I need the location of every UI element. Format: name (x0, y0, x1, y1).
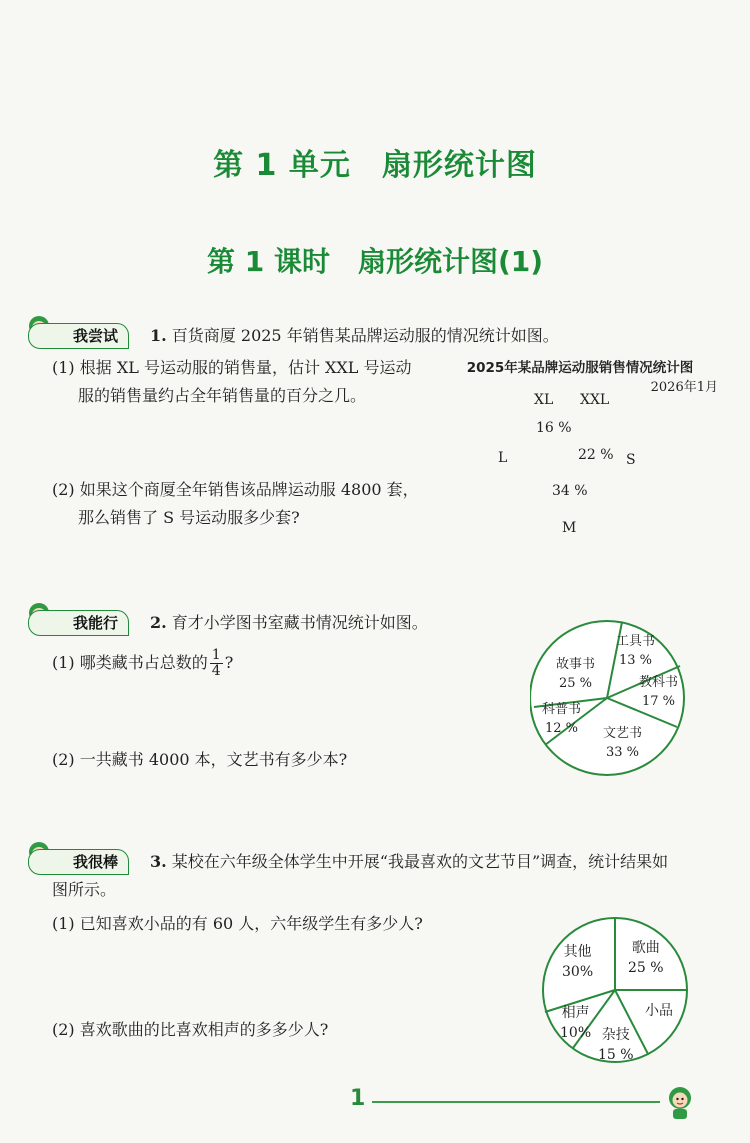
question-3-stem (150, 848, 668, 876)
chart2-value-science: 12 % (544, 721, 579, 736)
q1-sub1-line1: (1) 根据 XL 号运动服的销售量，估计 XXL 号运动 (52, 358, 412, 377)
chart1-label-xl: XL (534, 392, 554, 408)
chart1-value-m: 34 % (552, 483, 588, 499)
chart1-label-xxl: XXL (580, 392, 610, 408)
chart2-value-stories: 25 % (558, 676, 593, 691)
q1-sub2-line2: 那么销售了 S 号运动服多少套? (78, 508, 300, 527)
chart3-slice-crosstalk (560, 1003, 591, 1043)
q3-stem-line2: 图所示。 (52, 880, 117, 899)
chart1-label-l: L (498, 450, 508, 466)
chart3-label-songs: 歌曲 (631, 940, 660, 956)
chart2-slice-literature (603, 724, 642, 762)
q2-sub1 (52, 648, 233, 679)
chart2-label-tools: 工具书 (616, 634, 656, 649)
q1-sub1-line2: 服的销售量约占全年销售量的百分之几。 (78, 386, 367, 405)
q2-fraction (210, 648, 223, 679)
chart3-slice-acrobatics (598, 1025, 634, 1065)
q1-sub2-line1: (2) 如果这个商厦全年销售该品牌运动服 4800 套， (52, 480, 419, 499)
unit-title: 第 1 单元 扇形统计图 (213, 148, 537, 183)
chart3-slice-songs (628, 938, 664, 978)
question-2-number: 2. (150, 613, 167, 632)
chart3-value-songs: 25 % (628, 960, 664, 976)
fraction-denominator: 4 (211, 663, 221, 679)
chart2-slice-stories (556, 655, 595, 693)
q3-sub1: (1) 已知喜欢小品的有 60 人，六年级学生有多少人? (52, 914, 423, 933)
q2-sub1-post: ? (224, 653, 234, 672)
chart2-value-tools: 13 % (618, 653, 653, 668)
section-badge-can: 我能行 (28, 610, 129, 636)
chart2-label-textbooks: 教科书 (639, 675, 679, 690)
chart3-slice-other (562, 942, 593, 982)
chart2-value-literature: 33 % (605, 745, 640, 760)
section-badge-try: 我尝试 (28, 323, 129, 349)
chart1-title: 2025年某品牌运动服销售情况统计图 (466, 360, 694, 376)
fraction-numerator: 1 (211, 647, 221, 663)
footer-mascot-icon (660, 1082, 700, 1126)
chart1-value-s: 22 % (578, 447, 614, 463)
question-2-stem (150, 609, 428, 637)
chart1-subtitle: 2026年1月 (650, 380, 718, 395)
chart3-label-crosstalk: 相声 (561, 1005, 590, 1021)
chart3-value-crosstalk: 10% (560, 1025, 592, 1041)
chart2-slice-science (542, 700, 581, 738)
chart3-value-acrobatics: 15 % (598, 1047, 634, 1063)
chart3-value-other: 30% (562, 964, 594, 980)
chart2-label-science: 科普书 (542, 702, 582, 717)
q2-sub1-pre: (1) 哪类藏书占总数的 (52, 653, 208, 672)
chart3-label-acrobatics: 杂技 (601, 1027, 630, 1043)
page-number: 1 (350, 1086, 366, 1111)
chart2-slice-textbooks (639, 673, 678, 711)
question-2-text: 育才小学图书室藏书情况统计如图。 (171, 613, 428, 632)
q3-sub2: (2) 喜欢歌曲的比喜欢相声的多多少人? (52, 1020, 329, 1039)
chart2-value-textbooks: 17 % (641, 694, 676, 709)
section-badge-great: 我很棒 (28, 849, 129, 875)
lesson-title: 第 1 课时 扇形统计图(1) (206, 245, 544, 278)
question-1-stem (150, 322, 559, 350)
question-1-text: 百货商厦 2025 年销售某品牌运动服的情况统计如图。 (171, 326, 559, 345)
chart3-label-sketch: 小品 (645, 1003, 673, 1019)
chart2-label-literature: 文艺书 (603, 726, 643, 741)
question-3-number: 3. (150, 852, 167, 871)
question-1-number: 1. (150, 326, 167, 345)
chart1-label-m: M (562, 520, 577, 536)
chart2-label-stories: 故事书 (556, 657, 596, 672)
chart3-label-other: 其他 (563, 944, 592, 960)
q2-sub2: (2) 一共藏书 4000 本，文艺书有多少本? (52, 750, 348, 769)
footer-rule (372, 1101, 660, 1103)
chart2-slice-tools (616, 632, 655, 670)
chart1-value-xl: 16 % (536, 420, 572, 436)
chart1-label-s: S (626, 452, 636, 468)
question-3-text: 某校在六年级全体学生中开展“我最喜欢的文艺节目”调查，统计结果如 (171, 852, 669, 871)
